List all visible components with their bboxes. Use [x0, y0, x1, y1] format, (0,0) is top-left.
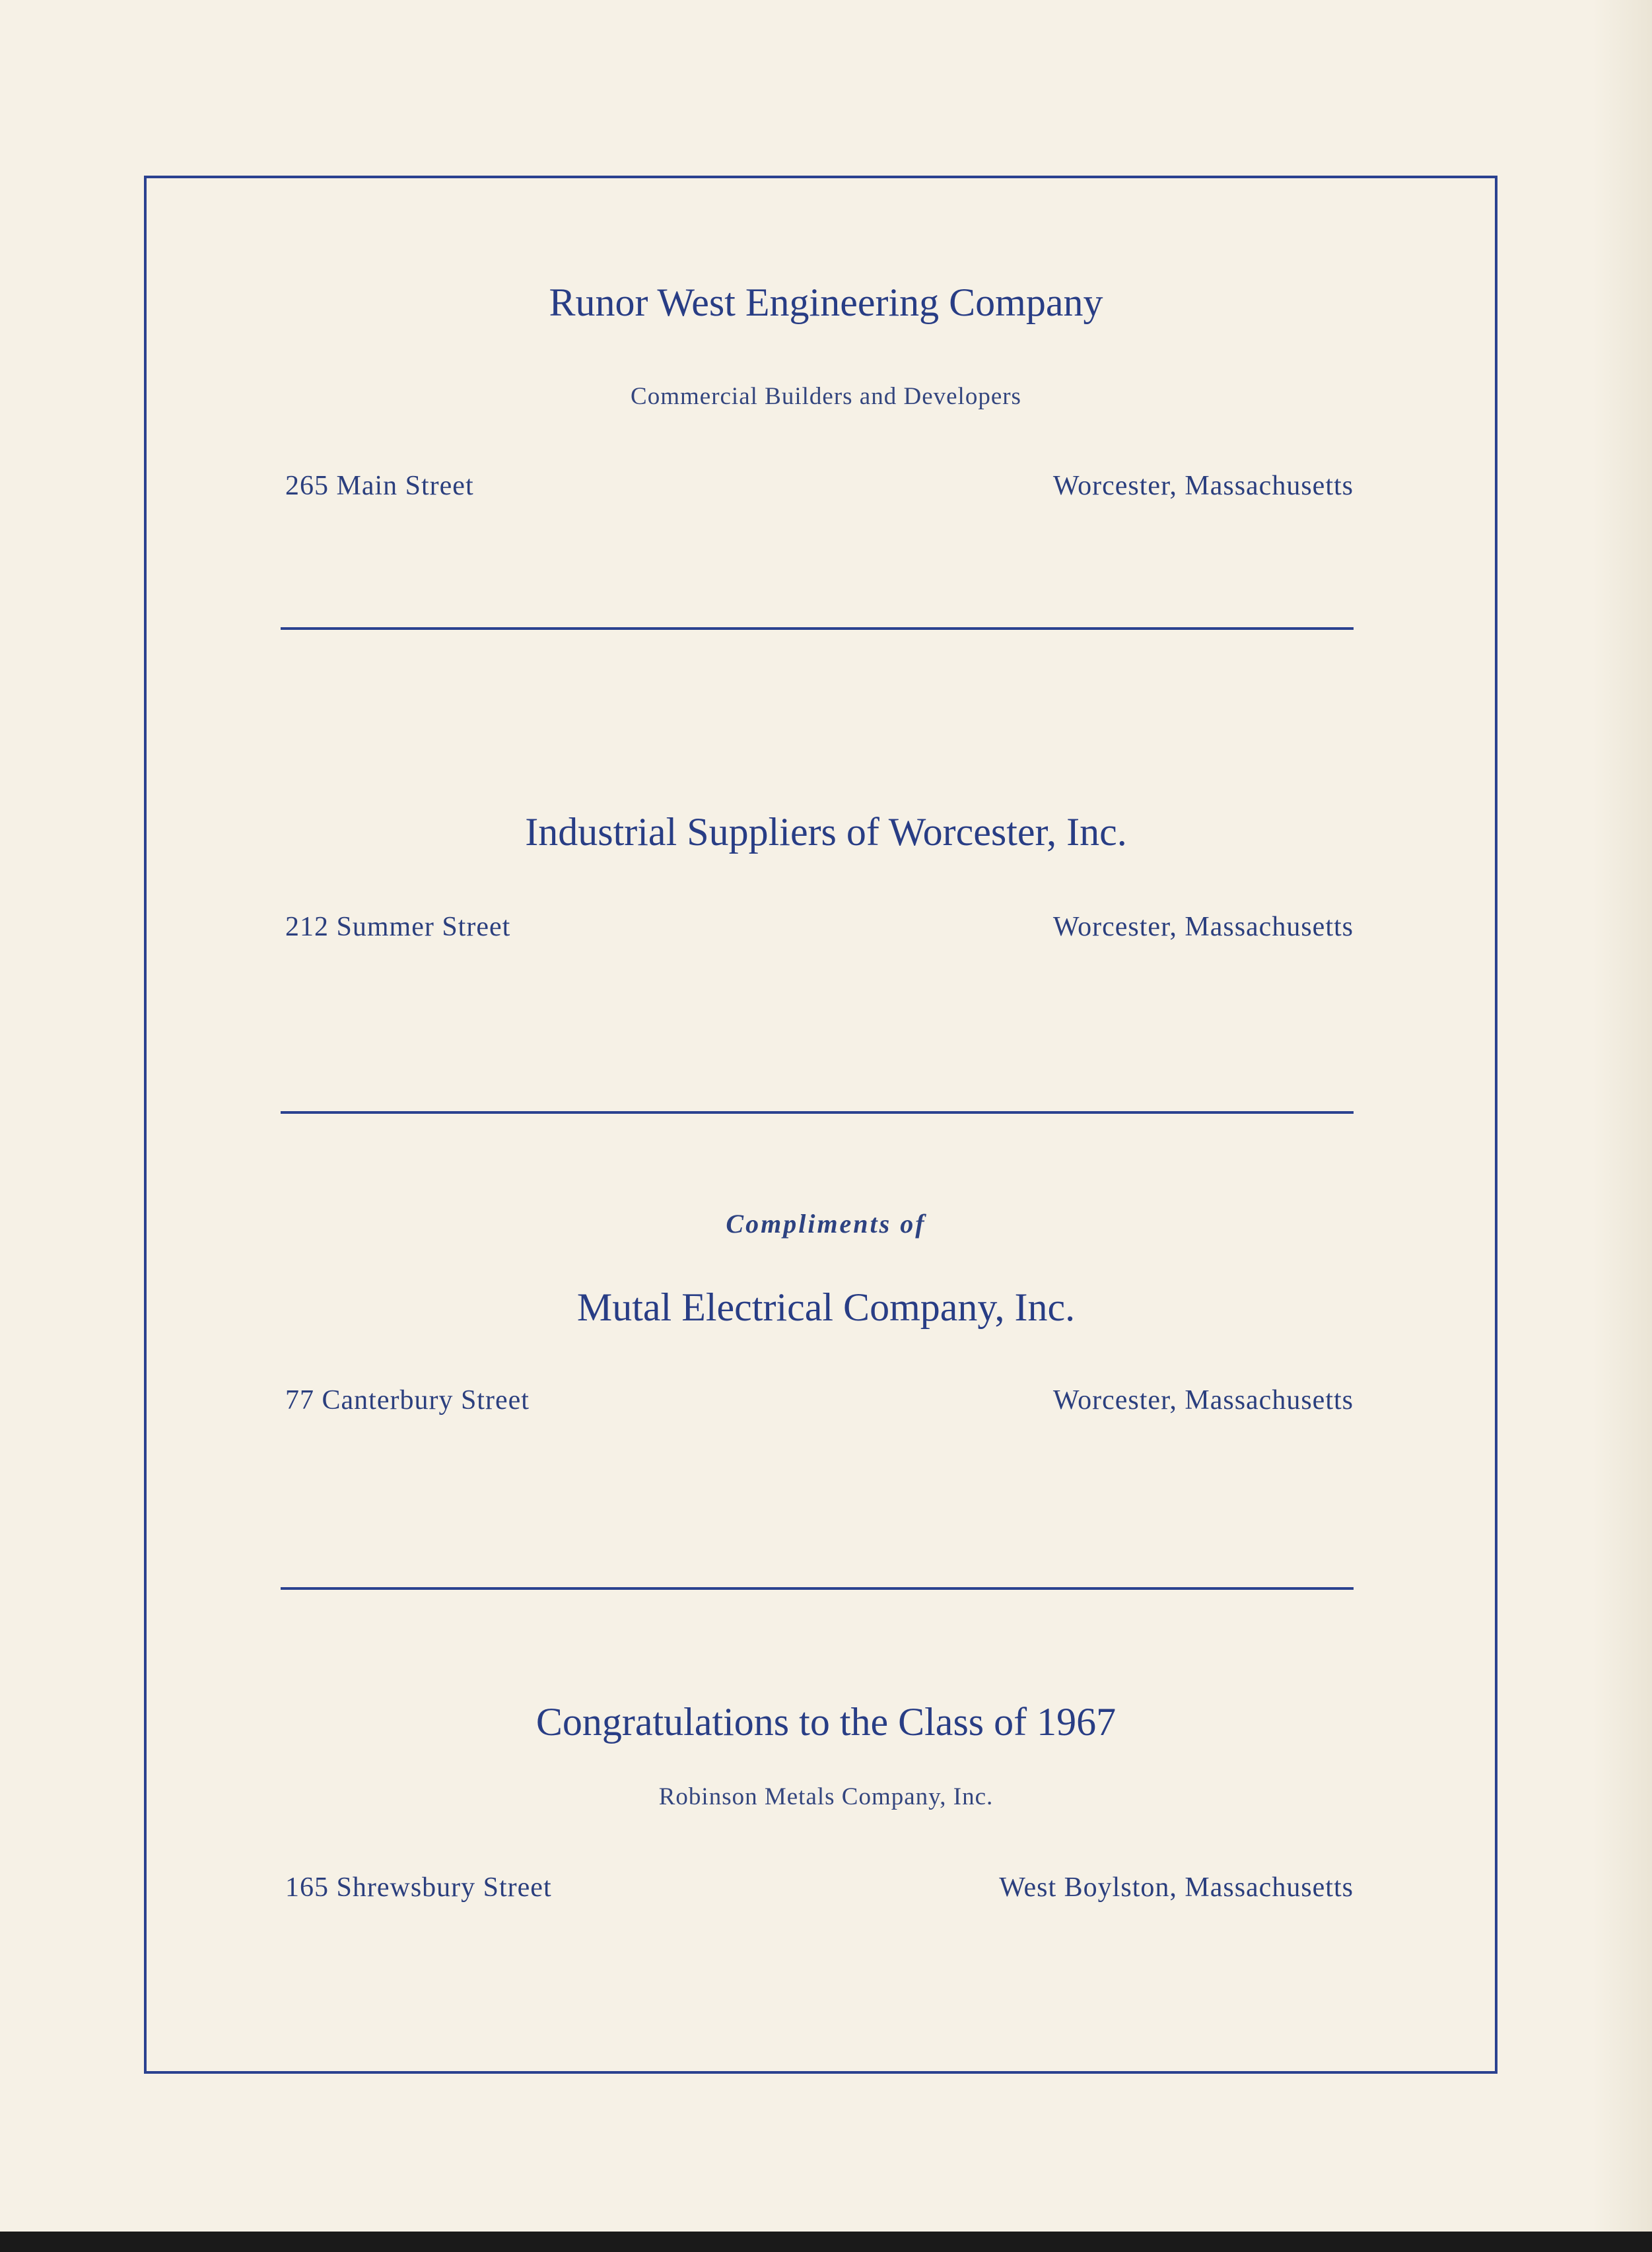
- ad1-subtitle: Commercial Builders and Developers: [631, 383, 1021, 410]
- ad3-city: Worcester, Massachusetts: [1052, 1385, 1354, 1416]
- ad4-title: Congratulations to the Class of 1967: [535, 1700, 1117, 1744]
- ad1-street: 265 Main Street: [285, 471, 474, 501]
- ad2-title: Industrial Suppliers of Worcester, Inc.: [525, 810, 1127, 854]
- ad1-title: Runor West Engineering Company: [549, 281, 1103, 324]
- ad4-subtitle: Robinson Metals Company, Inc.: [658, 1783, 994, 1810]
- ad3-title: Mutal Electrical Company, Inc.: [576, 1285, 1076, 1329]
- divider-rule: [281, 1111, 1354, 1114]
- ad4-city: West Boylston, Massachusetts: [999, 1872, 1354, 1903]
- ad4-street: 165 Shrewsbury Street: [285, 1872, 552, 1903]
- divider-rule: [281, 627, 1354, 630]
- ad1-city: Worcester, Massachusetts: [1052, 471, 1354, 501]
- ad2-street: 212 Summer Street: [285, 912, 511, 942]
- scan-bottom-edge: [0, 2232, 1652, 2252]
- ad3-compliments: Compliments of: [726, 1209, 926, 1239]
- ad3-street: 77 Canterbury Street: [285, 1385, 530, 1416]
- page-edge-shadow: [1593, 0, 1652, 2252]
- divider-rule: [281, 1587, 1354, 1590]
- ad2-city: Worcester, Massachusetts: [1052, 912, 1354, 942]
